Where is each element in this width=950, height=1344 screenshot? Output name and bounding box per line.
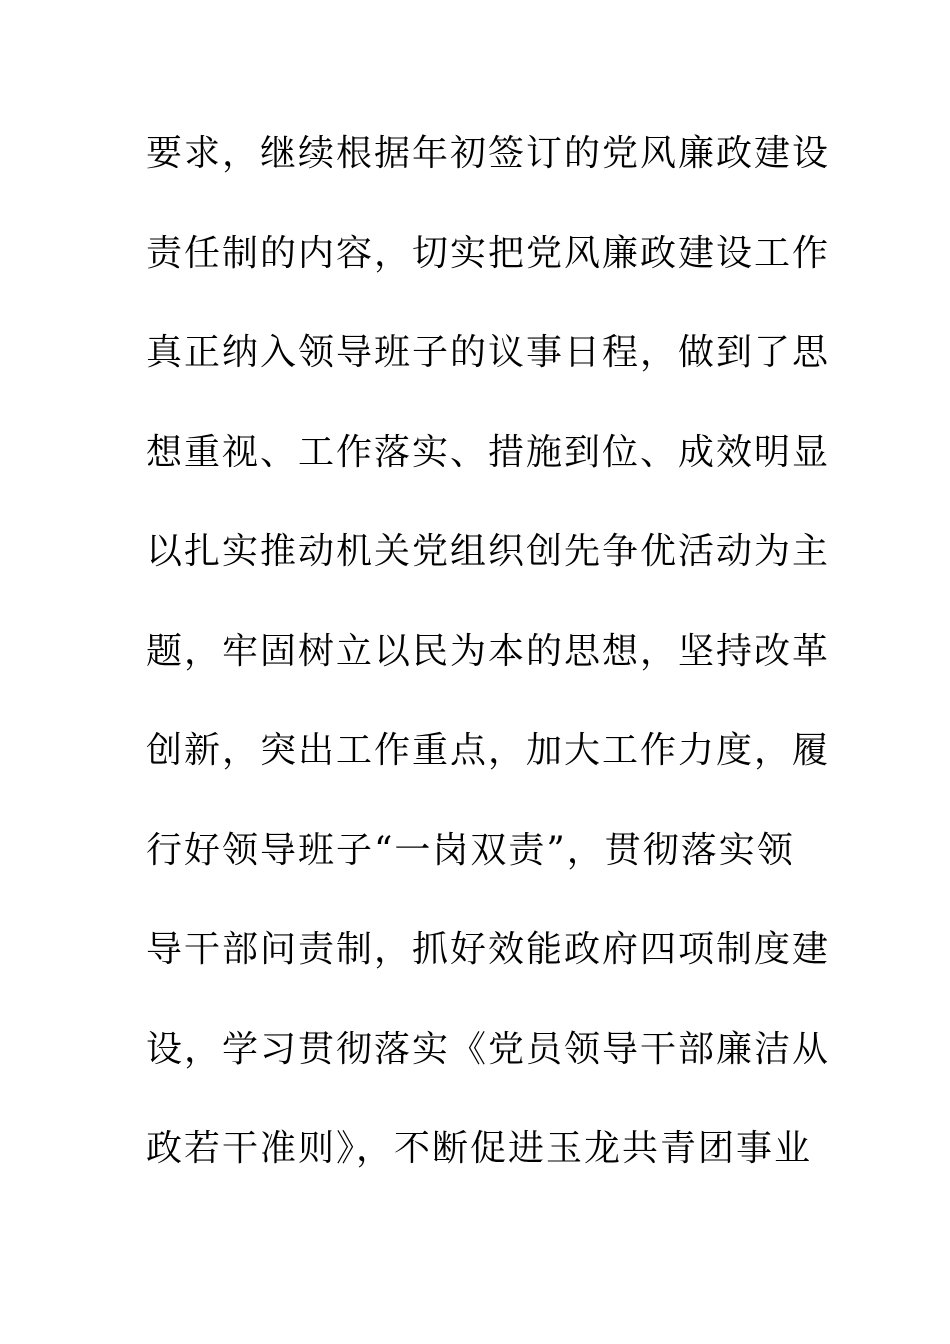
text-line-6: 题，牢固树立以民为本的思想，坚持改革 bbox=[146, 630, 831, 672]
text-line-11: 政若干准则》，不断促进玉龙共青团事业 bbox=[146, 1128, 813, 1169]
text-line-9: 导干部问责制，抓好效能政府四项制度建 bbox=[146, 929, 831, 970]
text-line-3: 真正纳入领导班子的议事日程，做到了思 bbox=[146, 332, 831, 373]
text-line-8: 行好领导班子“一岗双责”，贯彻落实领 bbox=[146, 829, 795, 871]
text-line-1: 要求，继续根据年初签订的党风廉政建设 bbox=[146, 133, 831, 174]
text-line-2: 责任制的内容，切实把党风廉政建设工作 bbox=[146, 232, 831, 274]
text-line-10: 设，学习贯彻落实《党员领导干部廉洁从 bbox=[146, 1028, 831, 1070]
text-line-7: 创新，突出工作重点，加大工作力度，履 bbox=[146, 730, 831, 771]
text-line-4: 想重视、工作落实、措施到位、成效明显 bbox=[146, 431, 831, 473]
text-line-5: 以扎实推动机关党组织创先争优活动为主 bbox=[146, 531, 831, 572]
body-text bbox=[146, 124, 831, 1219]
